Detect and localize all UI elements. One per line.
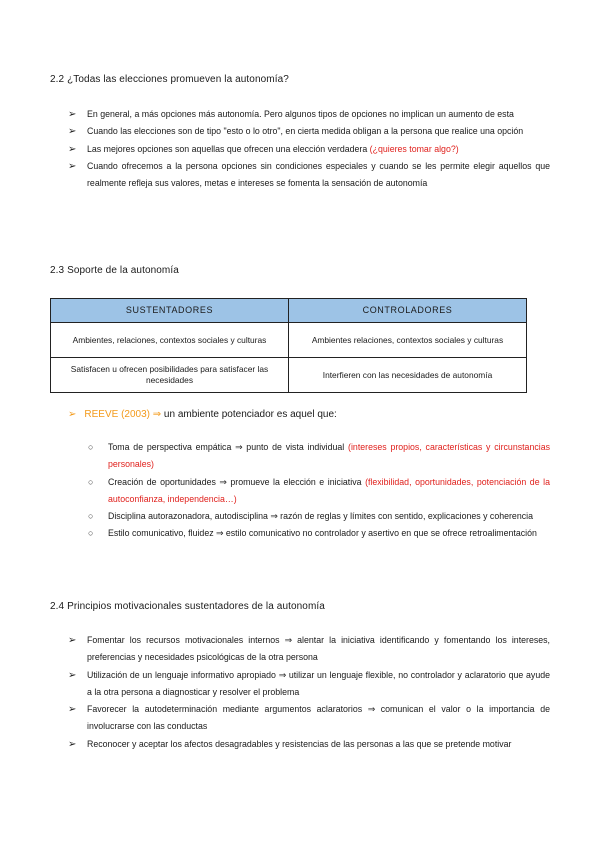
arrow-bullet-icon: ➢ — [68, 126, 77, 138]
list-item: ➢ Fomentar los recursos motivacionales internos ⇒ alentar la iniciativa identificando y fomentando los intereses, preferencias y necesidades psicológicas de la otra persona — [68, 632, 550, 667]
table-header: SUSTENTADORES — [51, 299, 289, 323]
list-item: ➢ Cuando ofrecemos a la persona opciones sin condiciones especiales y cuando se les permite elegir aquellos que realmente refleja sus valores, metas e intereses se fomenta la sensación de autonomía — [68, 158, 550, 193]
reeve-sublist — [88, 439, 550, 543]
table-row — [51, 323, 527, 358]
section-2-4-heading: 2.4 Principios motivacionales sustentadores de la autonomía — [50, 601, 325, 612]
table-cell: Ambientes relaciones, contextos sociales y culturas — [289, 323, 527, 358]
list-item: ➢ Las mejores opciones son aquellas que ofrecen una elección verdadera (¿quieres tomar algo?) — [68, 141, 550, 158]
arrow-bullet-icon: ➢ — [68, 704, 77, 716]
arrow-bullet-icon: ➢ — [68, 109, 77, 120]
circle-bullet-icon: ○ — [88, 511, 94, 522]
arrow-bullet-icon: ➢ — [68, 669, 77, 681]
section-2-4-list — [68, 632, 550, 753]
list-item: ○ Creación de oportunidades ⇒ promueve la elección e iniciativa (flexibilidad, oportunidades, potenciación de la autoconfianza, independencia…) — [88, 474, 550, 509]
arrow-bullet-icon: ➢ — [68, 143, 77, 155]
reeve-citation: REEVE (2003) ⇒ — [84, 409, 162, 420]
example-note: (¿quieres tomar algo?) — [369, 143, 459, 154]
arrow-bullet-icon: ➢ — [68, 160, 77, 172]
list-item: ○ Estilo comunicativo, fluidez ⇒ estilo comunicativo no controlador y asertivo en que se ofrece retroalimentación — [88, 525, 550, 542]
list-item: ○ Disciplina autorazonadora, autodisciplina ⇒ razón de reglas y límites con sentido, explicaciones y coherencia — [88, 508, 550, 525]
section-2-2-heading: 2.2 ¿Todas las elecciones promueven la autonomía? — [50, 74, 289, 85]
list-item: ➢ En general, a más opciones más autonomía. Pero algunos tipos de opciones no implican un aumento de esta — [68, 106, 550, 123]
table-header-row — [51, 299, 527, 323]
circle-bullet-icon: ○ — [88, 476, 94, 487]
list-item: ➢ Favorecer la autodeterminación mediante argumentos aclaratorios ⇒ comunican el valor o la importancia de involucrarse con las conductas — [68, 701, 550, 736]
table-header: CONTROLADORES — [289, 299, 527, 323]
arrow-bullet-icon: ➢ — [68, 635, 77, 646]
table-row — [51, 358, 527, 393]
arrow-bullet-icon: ➢ — [68, 738, 77, 750]
section-2-3-heading: 2.3 Soporte de la autonomía — [50, 265, 179, 276]
table-cell: Interfieren con las necesidades de autonomía — [289, 358, 527, 393]
section-2-2-list — [68, 106, 550, 192]
arrow-bullet-icon: ➢ — [68, 409, 77, 420]
list-item: ➢ Reconocer y aceptar los afectos desagradables y resistencias de las personas a las que se pretende motivar — [68, 736, 550, 753]
table-cell: Satisfacen u ofrecen posibilidades para satisfacer las necesidades — [51, 358, 289, 393]
list-item: ○ Toma de perspectiva empática ⇒ punto de vista individual (intereses propios, características y circunstancias personales) — [88, 439, 550, 474]
table-cell: Ambientes, relaciones, contextos sociales y culturas — [51, 323, 289, 358]
circle-bullet-icon: ○ — [88, 442, 94, 452]
reeve-line: ➢ REEVE (2003) ⇒ un ambiente potenciador es aquel que: — [68, 409, 337, 420]
list-item: ➢ Utilización de un lenguaje informativo apropiado ⇒ utilizar un lenguaje flexible, no controlador y aclaratorio que ayude a la otra persona a diagnosticar y resolver el problema — [68, 667, 550, 702]
list-item: ➢ Cuando las elecciones son de tipo "esto o lo otro", en cierta medida obligan a la persona que realice una opción — [68, 123, 550, 140]
circle-bullet-icon: ○ — [88, 528, 94, 539]
support-table — [50, 298, 527, 393]
